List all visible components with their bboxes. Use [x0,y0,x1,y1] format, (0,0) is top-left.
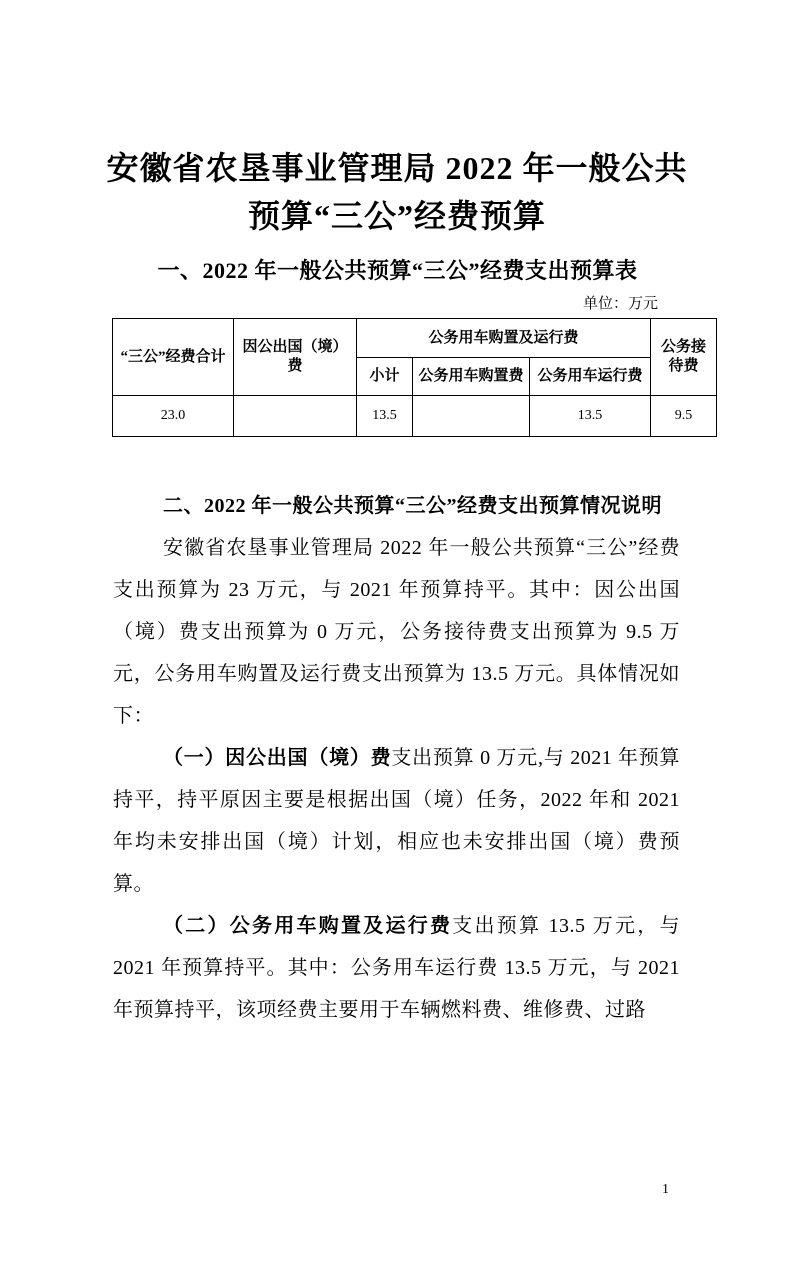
cell-total: 23.0 [113,396,234,437]
table-unit-label: 单位：万元 [582,296,658,312]
section1-heading: 一、2022 年一般公共预算“三公”经费支出预算表 [157,258,638,283]
cell-abroad [234,396,357,437]
document-page [0,144,794,1266]
header-total: “三公”经费合计 [113,319,234,396]
budget-table [112,318,717,437]
header-vehicle-operation: 公务用车运行费 [530,358,651,396]
paragraph-abroad-lead: （一）因公出国（境）费 [163,747,392,769]
header-vehicle-group: 公务用车购置及运行费 [357,319,651,358]
header-reception: 公务接待费 [651,319,717,396]
table-data-row [113,396,717,437]
cell-vehicle-operation: 13.5 [530,396,651,437]
document-title: 安徽省农垦事业管理局 2022 年一般公共预算“三公”经费预算 [106,150,688,234]
paragraph-abroad-text: 支出预算 0 万元,与 2021 年预算持平，持平原因主要是根据出国（境）任务，2022 年和 2021 年均未安排出国（境）计划，相应也未安排出国（境）费预算。 [113,747,681,895]
page-number: 1 [662,1182,669,1197]
paragraph-abroad [113,737,680,905]
cell-vehicle-purchase [413,396,530,437]
paragraph-vehicle [113,905,680,1031]
table-header-row-1 [113,319,717,358]
paragraph-vehicle-text: 支出预算 13.5 万元，与 2021 年预算持平。其中：公务用车运行费 13.5 万元，与 2021 年预算持平，该项经费主要用于车辆燃料费、维修费、过路 [113,915,680,1021]
cell-vehicle-subtotal: 13.5 [357,396,413,437]
paragraph-overview-text: 安徽省农垦事业管理局 2022 年一般公共预算“三公”经费支出预算为 23 万元，与 2021 年预算持平。其中：因公出国（境）费支出预算为 0 万元，公务接待费支出预算为 9.5 万元，公务用车购置及运行费支出预算为 13.5 万元。具体情况如下： [113,537,680,727]
paragraph-overview [113,527,680,737]
paragraph-vehicle-lead: （二）公务用车购置及运行费 [163,915,453,937]
cell-reception: 9.5 [651,396,717,437]
header-abroad: 因公出国（境）费 [234,319,357,396]
section2-heading: 二、2022 年一般公共预算“三公”经费支出预算情况说明 [163,495,662,517]
header-vehicle-subtotal: 小计 [357,358,413,396]
header-vehicle-purchase: 公务用车购置费 [413,358,530,396]
